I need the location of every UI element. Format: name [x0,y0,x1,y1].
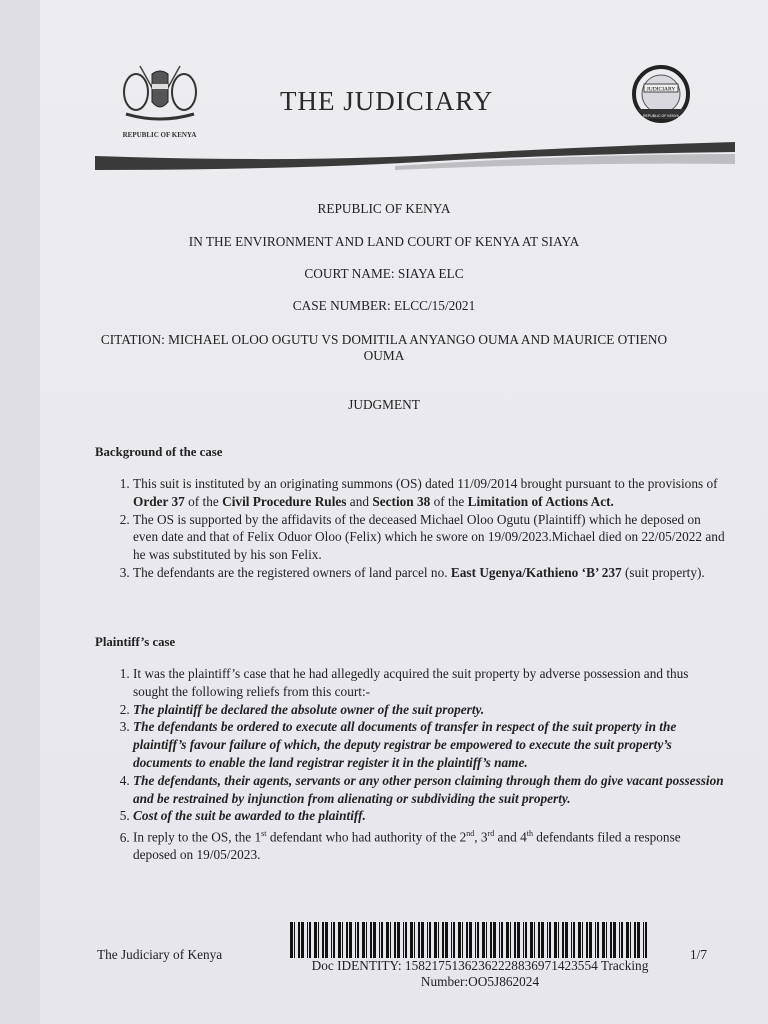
barcode-bar [410,922,413,958]
barcode-bar [418,922,420,958]
barcode-bar [342,922,343,958]
barcode-bar [514,922,516,958]
barcode-bar [322,922,324,958]
barcode-bar [541,922,544,958]
list-item-text: Order 37 [133,493,185,509]
barcode-bar [346,922,348,958]
barcode-bar [573,922,575,958]
barcode-bar [613,922,616,958]
barcode-bar [333,922,335,958]
list-item-text: of the [184,493,223,509]
list-item [133,475,725,511]
list-item [133,718,725,771]
judiciary-seal-icon [630,65,692,127]
list-item [133,511,725,564]
list-item-text: The defendants, their agents, servants or any other person claiming through them do give vacant possession and be restrained by injunction from alienating or subdividing the suit property. [133,772,724,806]
barcode-bar [619,922,620,958]
page-title: THE JUDICIARY [280,86,494,116]
barcode-bar [390,922,391,958]
barcode-bar [427,922,428,958]
barcode-bar [405,922,407,958]
list-item-text: nd [466,829,475,839]
barcode-bar [355,922,356,958]
citation-line-2: OUMA [363,348,405,363]
barcode-bar [370,922,372,958]
list-item-text: th [526,829,533,839]
judiciary-seal-logo [630,65,692,127]
barcode-bar [586,922,588,958]
page-edge [0,0,41,1024]
list-item-text: rd [487,829,495,839]
barcode-bar [602,922,605,958]
barcode-bar [445,922,448,958]
barcode-bar [597,922,599,958]
barcode-bar [517,922,520,958]
barcode-bar [290,922,293,958]
barcode-bar [379,922,380,958]
list-item [133,807,725,825]
barcode-bar [525,922,527,958]
barcode-bar [338,922,341,958]
barcode-bar [626,922,629,958]
barcode-bar [595,922,596,958]
barcode-bar [309,922,311,958]
list-item-text: East Ugenya/Kathieno ‘B’ 237 [450,564,622,580]
section-heading-plaintiffs-case: Plaintiff’s case [95,635,176,649]
barcode-bar [486,922,487,958]
barcode-bar [357,922,359,958]
barcode-bar [442,922,444,958]
list-item [133,772,725,808]
barcode [290,922,653,958]
header-swoosh-divider [95,138,735,178]
barcode-bar [589,922,592,958]
barcode-bar [403,922,404,958]
barcode-bar [634,922,636,958]
barcode-bar [538,922,540,958]
barcode-bar [490,922,492,958]
list-item-text: defendants filed a response deposed on 19/05/2023. [133,829,681,863]
barcode-bar [571,922,572,958]
list-item-text: The OS is supported by the affidavits of the deceased Michael Oloo Ogutu (Plaintiff) which he deposed on even date and that of Felix Oduor Oloo (Felix) which he swore on 19/09/2023.Michael died on 22/05/2022 and he was substituted by his son Felix. [133,511,725,563]
barcode-bar [501,922,503,958]
barcode-bar [429,922,431,958]
list-item-text: In reply to the OS, the 1 [133,829,262,845]
barcode-bar [414,922,415,958]
footer-doc-identity [250,958,710,990]
plaintiffs-case-list [95,665,725,864]
barcode-bar [458,922,461,958]
barcode-bar [499,922,500,958]
court-line: IN THE ENVIRONMENT AND LAND COURT OF KENYA AT SIAYA [188,234,580,249]
barcode-bar [530,922,533,958]
coat-of-arms-icon [120,62,200,124]
barcode-bar [506,922,509,958]
list-item-text: This suit is instituted by an originating summons (OS) dated 11/09/2014 brought pursuant to the provisions of [133,476,718,491]
republic-line: REPUBLIC OF KENYA [317,201,451,216]
barcode-bar [549,922,551,958]
barcode-bar [453,922,455,958]
barcode-bar [438,922,439,958]
barcode-bar [298,922,300,958]
barcode-bar [558,922,559,958]
barcode-bar [547,922,548,958]
list-item-text: of the [430,493,468,509]
page-number: 1/7 [690,947,707,962]
barcode-bar [386,922,389,958]
barcode-bar [469,922,472,958]
list-item-text: , 3 [474,829,488,845]
barcode-bar [307,922,308,958]
barcode-bar [397,922,400,958]
barcode-bar [645,922,647,958]
judgment-heading: JUDGMENT [348,397,420,412]
barcode-bar [331,922,332,958]
barcode-bar [394,922,396,958]
list-item [133,701,725,719]
barcode-bar [325,922,328,958]
barcode-bar [462,922,463,958]
list-item-text: st [261,829,267,839]
barcode-bar [630,922,631,958]
barcode-bar [643,922,644,958]
barcode-bar [582,922,583,958]
coat-of-arms-logo [112,62,207,139]
barcode-bar [637,922,640,958]
list-item-text: The plaintiff be declared the absolute owner of the suit property. [133,701,485,717]
doc-identity: Doc IDENTITY: 15821751362362228836971423554 Tracking [311,958,649,973]
background-list [95,475,725,582]
barcode-bar [294,922,295,958]
seal-bottom-text: REPUBLIC OF KENYA [643,114,679,118]
list-item-text: Cost of the suit be awarded to the plaintiff. [133,808,366,824]
case-number: CASE NUMBER: ELCC/15/2021 [292,298,476,313]
list-item-text: The defendants are the registered owners of land parcel no. [133,564,451,580]
barcode-bar [381,922,383,958]
barcode-bar [373,922,376,958]
list-item-text: defendant who had authority of the 2 [266,829,467,845]
coat-of-arms-label: REPUBLIC OF KENYA [122,131,197,139]
tracking-number: Number:OO5J862024 [420,974,540,989]
barcode-bar [482,922,485,958]
list-item [133,564,725,582]
barcode-bar [523,922,524,958]
barcode-bar [510,922,511,958]
barcode-bar [314,922,317,958]
list-item-text: Civil Procedure Rules [222,493,347,509]
barcode-bar [578,922,581,958]
citation-line-1: CITATION: MICHAEL OLOO OGUTU VS DOMITILA ANYANGO OUMA AND MAURICE OTIENO [100,332,668,347]
barcode-bar [318,922,319,958]
barcode-bar [621,922,623,958]
barcode-bar [562,922,564,958]
list-item-text: Limitation of Actions Act. [467,493,614,509]
barcode-bar [466,922,468,958]
section-heading-background: Background of the case [95,445,223,459]
list-item-text: and [346,493,373,509]
court-name: COURT NAME: SIAYA ELC [304,266,464,281]
barcode-bar [434,922,437,958]
barcode-bar [554,922,557,958]
seal-text: JUDICIARY [646,86,676,93]
barcode-bar [451,922,452,958]
barcode-bar [565,922,568,958]
list-item-text: Section 38 [372,493,431,509]
barcode-bar [493,922,496,958]
barcode-bar [534,922,535,958]
barcode-bar [421,922,424,958]
list-item-text: It was the plaintiff’s case that he had allegedly acquired the suit property by adverse possession and thus sought the following reliefs from this court:- [133,666,689,699]
barcode-bar [301,922,304,958]
list-item-text: and 4 [494,829,527,845]
list-item [133,665,725,701]
barcode-bar [349,922,352,958]
barcode-bar [475,922,476,958]
barcode-bar [610,922,612,958]
list-item-text: The defendants be ordered to execute all documents of transfer in respect of the suit property in the plaintiff’s favour failure of which, the deputy registrar be empowered to execute the suit property’s documents to enable the land registrar register it in the plaintiff’s name. [133,719,677,770]
list-item-text: (suit property). [621,564,705,580]
barcode-bar [606,922,607,958]
barcode-bar [362,922,365,958]
footer-left: The Judiciary of Kenya [97,947,223,962]
barcode-bar [366,922,367,958]
barcode-bar [477,922,479,958]
list-item [133,825,725,864]
